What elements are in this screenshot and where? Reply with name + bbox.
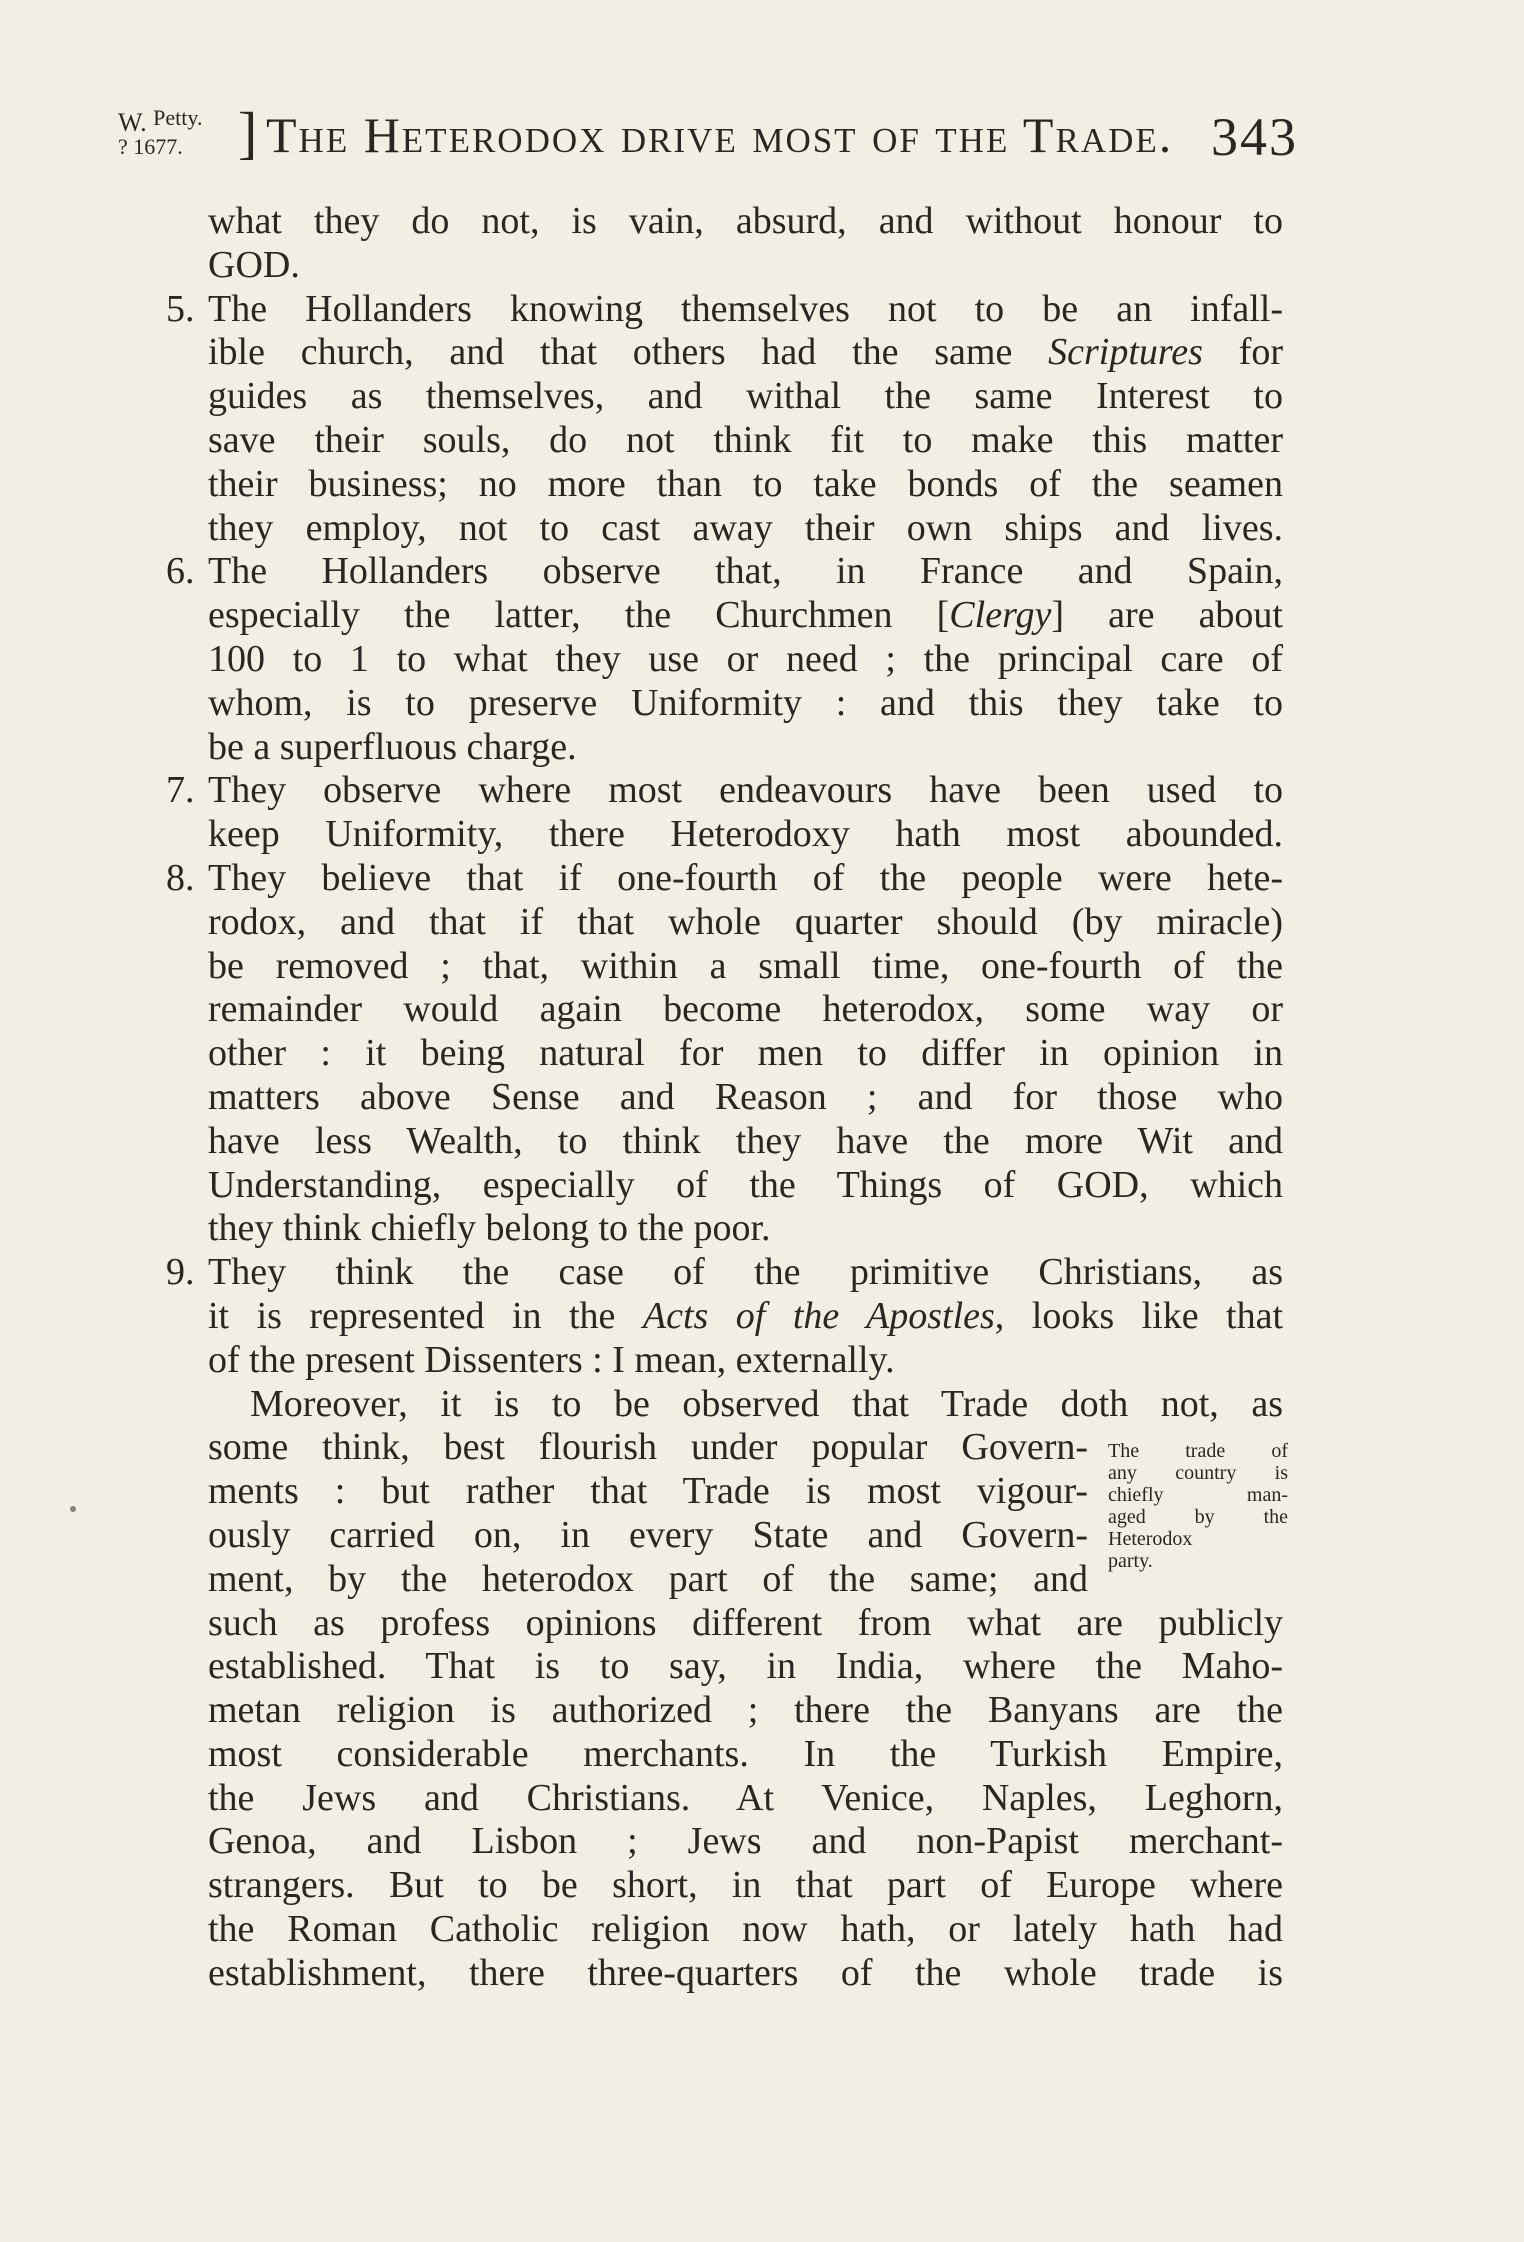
text-span: for bbox=[1238, 331, 1284, 374]
item-number: 6. bbox=[166, 550, 195, 593]
text-line: ments : but rather that Trade is most vigour- bbox=[208, 1470, 1088, 1513]
text-line: whom, is to preserve Uniformity : and this they take to bbox=[208, 681, 1283, 724]
text-line: of the present Dissenters : I mean, externally. bbox=[208, 1338, 895, 1381]
item-number: 5. bbox=[166, 287, 195, 330]
text-line: they employ, not to cast away their own ships and lives. bbox=[208, 506, 1283, 549]
text-line: other : it being natural for men to differ in opinion in bbox=[208, 1032, 1283, 1075]
margin-note-line: aged by the bbox=[1108, 1506, 1288, 1528]
body-text bbox=[166, 200, 1284, 1996]
text-line: save their souls, do not think fit to make this matter bbox=[208, 418, 1283, 461]
text-line: Moreover, it is to be observed that Trade doth not, as bbox=[250, 1382, 1283, 1425]
text-line: matters above Sense and Reason ; and for those who bbox=[208, 1075, 1283, 1118]
item-number: 7. bbox=[166, 769, 195, 812]
text-line: metan religion is authorized ; there the Banyans are the bbox=[208, 1689, 1283, 1732]
margin-note-line: chiefly man- bbox=[1108, 1484, 1288, 1506]
text-line: such as profess opinions different from what are publicly bbox=[208, 1601, 1283, 1644]
italic-span: Scriptures bbox=[1048, 331, 1203, 374]
year: 1677. bbox=[133, 134, 183, 159]
text-line bbox=[208, 1295, 1283, 1339]
margin-note-line: any country is bbox=[1108, 1462, 1288, 1484]
margin-note-line: The trade of bbox=[1108, 1440, 1288, 1462]
italic-span: Acts of the Apostles, bbox=[642, 1294, 1005, 1337]
text-span: The Hollanders knowing themselves not to be an infall- bbox=[208, 287, 1283, 330]
header-year bbox=[118, 136, 183, 158]
text-line bbox=[166, 1251, 1283, 1295]
text-span: They observe where most endeavours have been used to bbox=[208, 769, 1283, 812]
text-line: the Roman Catholic religion now hath, or lately hath had bbox=[208, 1908, 1283, 1951]
text-span: ible church, and that others had the same bbox=[208, 331, 1013, 374]
text-span: They believe that if one-fourth of the people were hete- bbox=[208, 856, 1283, 899]
running-title: The Heterodox drive most of the Trade. bbox=[266, 107, 1174, 163]
text-line: Genoa, and Lisbon ; Jews and non-Papist merchant- bbox=[208, 1820, 1283, 1863]
text-span: looks like that bbox=[1031, 1294, 1284, 1337]
text-line bbox=[166, 288, 1283, 332]
header-author bbox=[118, 105, 203, 137]
text-line: some think, best flourish under popular Govern- bbox=[208, 1426, 1088, 1469]
italic-span: Clergy bbox=[949, 594, 1052, 637]
margin-note bbox=[1108, 1440, 1288, 1572]
text-line bbox=[166, 769, 1283, 813]
text-line: remainder would again become heterodox, some way or bbox=[208, 988, 1283, 1031]
margin-note-line: party. bbox=[1108, 1550, 1153, 1572]
text-span: They think the case of the primitive Christians, as bbox=[208, 1251, 1283, 1294]
text-line: be removed ; that, within a small time, one-fourth of the bbox=[208, 944, 1283, 987]
author-name: Petty. bbox=[153, 105, 203, 130]
ink-speck bbox=[70, 1506, 76, 1512]
text-line: strangers. But to be short, in that part of Europe where bbox=[208, 1864, 1283, 1907]
text-span: it is represented in the bbox=[208, 1294, 616, 1337]
text-line bbox=[166, 857, 1283, 901]
text-line: established. That is to say, in India, where the Maho- bbox=[208, 1645, 1283, 1688]
text-line: keep Uniformity, there Heterodoxy hath most abounded. bbox=[208, 813, 1283, 856]
text-line: they think chiefly belong to the poor. bbox=[208, 1207, 771, 1250]
header-bracket: ] bbox=[238, 100, 258, 165]
text-line: what they do not, is vain, absurd, and without honour to bbox=[208, 200, 1283, 242]
margin-note-line: Heterodox bbox=[1108, 1528, 1193, 1550]
text-line: be a superfluous charge. bbox=[208, 725, 577, 768]
author-initial: W. bbox=[118, 108, 147, 137]
text-line bbox=[208, 331, 1283, 375]
text-line: ously carried on, in every State and Govern- bbox=[208, 1513, 1088, 1556]
text-line bbox=[208, 594, 1283, 638]
page-number: 343 bbox=[1211, 107, 1298, 167]
text-span: ] are about bbox=[1051, 594, 1283, 637]
text-line: GOD. bbox=[208, 243, 300, 286]
author-prefix: ? bbox=[118, 134, 128, 159]
item-number: 8. bbox=[166, 856, 195, 899]
text-line: establishment, there three-quarters of the whole trade is bbox=[208, 1951, 1283, 1994]
text-line: ment, by the heterodox part of the same; and bbox=[208, 1557, 1088, 1600]
text-span: The Hollanders observe that, in France and Spain, bbox=[208, 550, 1283, 593]
text-line: the Jews and Christians. At Venice, Naples, Leghorn, bbox=[208, 1776, 1283, 1819]
text-line: have less Wealth, to think they have the more Wit and bbox=[208, 1119, 1283, 1162]
text-line bbox=[166, 550, 1283, 594]
item-number: 9. bbox=[166, 1251, 195, 1294]
text-line: rodox, and that if that whole quarter should (by miracle) bbox=[208, 900, 1283, 943]
running-header bbox=[118, 100, 1298, 180]
text-line: 100 to 1 to what they use or need ; the principal care of bbox=[208, 637, 1283, 680]
text-line: their business; no more than to take bonds of the seamen bbox=[208, 462, 1283, 505]
text-span: especially the latter, the Churchmen [ bbox=[208, 594, 950, 637]
text-line: guides as themselves, and withal the same Interest to bbox=[208, 375, 1283, 418]
text-line: Understanding, especially of the Things of GOD, which bbox=[208, 1163, 1283, 1206]
text-line: most considerable merchants. In the Turkish Empire, bbox=[208, 1732, 1283, 1775]
